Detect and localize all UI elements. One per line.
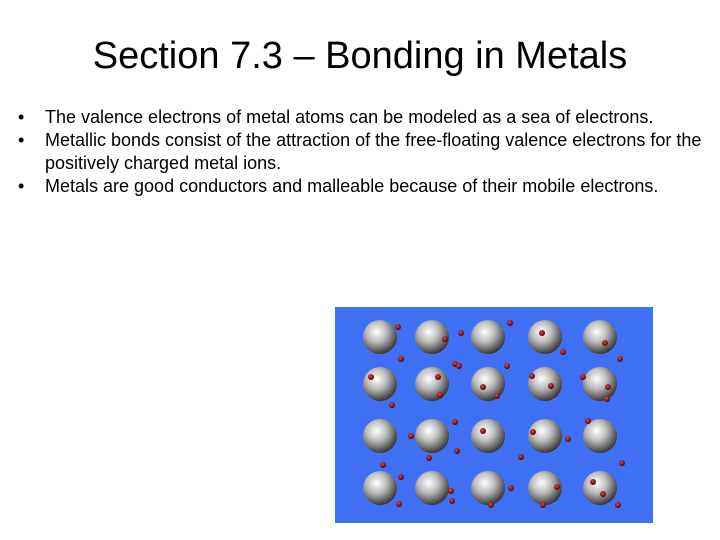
free-electron <box>504 363 510 369</box>
free-electron <box>408 433 414 439</box>
metal-ion <box>363 320 397 354</box>
metal-ion <box>415 419 449 453</box>
metal-ion <box>471 471 505 505</box>
free-electron <box>530 429 536 435</box>
bullet-item <box>18 175 708 198</box>
metal-ion <box>583 471 617 505</box>
free-electron <box>368 374 374 380</box>
bullet-marker: • <box>18 107 25 127</box>
free-electron <box>580 374 586 380</box>
free-electron <box>396 501 402 507</box>
free-electron <box>554 484 560 490</box>
free-electron <box>435 374 441 380</box>
free-electron <box>615 502 621 508</box>
free-electron <box>480 384 486 390</box>
free-electron <box>619 460 625 466</box>
metal-ion <box>415 471 449 505</box>
free-electron <box>529 373 535 379</box>
metal-ion <box>363 471 397 505</box>
free-electron <box>454 448 460 454</box>
electron-sea-figure <box>335 307 653 523</box>
free-electron <box>518 454 524 460</box>
free-electron <box>398 356 404 362</box>
metal-ion <box>583 419 617 453</box>
free-electron <box>540 502 546 508</box>
free-electron <box>448 488 454 494</box>
free-electron <box>426 455 432 461</box>
metal-ion <box>528 419 562 453</box>
free-electron <box>449 498 455 504</box>
bullet-item <box>18 129 708 175</box>
metal-ion <box>583 320 617 354</box>
free-electron <box>380 462 386 468</box>
free-electron <box>389 402 395 408</box>
free-electron <box>590 479 596 485</box>
free-electron <box>398 474 404 480</box>
free-electron <box>565 436 571 442</box>
free-electron <box>560 349 566 355</box>
metal-ion <box>363 419 397 453</box>
bullet-text: Metallic bonds consist of the attraction of the free-floating valence electrons for the positively charged metal ions. <box>45 130 702 173</box>
bullet-list <box>18 106 708 198</box>
metal-ion <box>528 367 562 401</box>
free-electron <box>605 384 611 390</box>
free-electron <box>585 418 591 424</box>
free-electron <box>600 491 606 497</box>
free-electron <box>395 324 401 330</box>
free-electron <box>494 393 500 399</box>
free-electron <box>437 392 443 398</box>
free-electron <box>548 383 554 389</box>
free-electron <box>539 330 545 336</box>
free-electron <box>452 419 458 425</box>
metal-ion <box>363 367 397 401</box>
slide-title: Section 7.3 – Bonding in Metals <box>92 35 628 77</box>
metal-ion <box>415 367 449 401</box>
bullet-text: The valence electrons of metal atoms can be modeled as a sea of electrons. <box>45 107 654 127</box>
metal-ion <box>583 367 617 401</box>
free-electron <box>604 396 610 402</box>
free-electron <box>617 356 623 362</box>
free-electron <box>442 336 448 342</box>
free-electron <box>458 330 464 336</box>
metal-ion <box>528 320 562 354</box>
metal-ion <box>471 419 505 453</box>
free-electron <box>507 320 513 326</box>
free-electron <box>480 428 486 434</box>
free-electron <box>602 340 608 346</box>
free-electron <box>508 485 514 491</box>
bullet-marker: • <box>18 130 25 150</box>
bullet-text: Metals are good conductors and malleable because of their mobile electrons. <box>45 176 659 196</box>
free-electron <box>488 502 494 508</box>
bullet-item <box>18 106 708 129</box>
electron-sea-image <box>335 307 653 523</box>
free-electron <box>456 363 462 369</box>
bullet-marker: • <box>18 176 25 196</box>
metal-ion <box>471 320 505 354</box>
